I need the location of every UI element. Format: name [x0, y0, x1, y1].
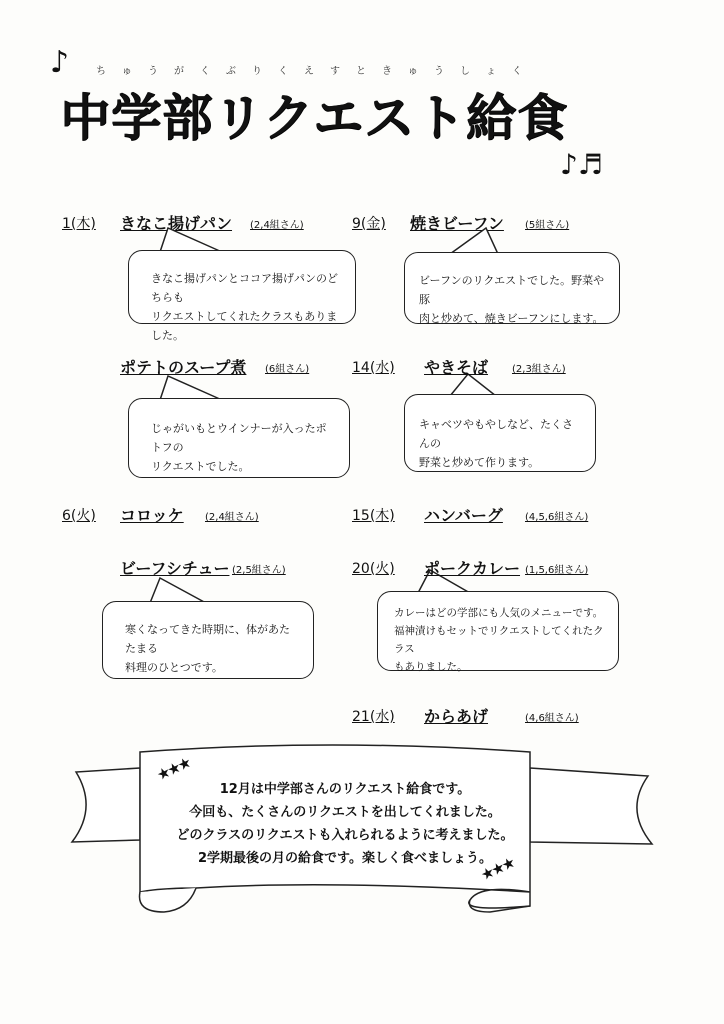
description-line: じゃがいもとウインナーが入ったポトフの [151, 422, 327, 454]
entry-dish: ビーフシチュー [120, 559, 230, 578]
entry-date: 6(火) [62, 508, 96, 524]
entry-class: (5組さん) [525, 220, 570, 231]
description-line: 野菜と炒めて作ります。 [419, 456, 540, 469]
description-line: 肉と炒めて、焼きビーフンにします。 [419, 312, 604, 325]
entry-dish: からあげ [424, 707, 489, 726]
entry-date: 21(水) [352, 709, 395, 725]
description-line: もありました。 [394, 661, 468, 673]
description-line: 寒くなってきた時期に、体があたたまる [125, 623, 290, 655]
description-line: キャベツやもやしなど、たくさんの [419, 418, 573, 450]
banner-line: 今回も、たくさんのリクエストを出してくれました。 [189, 805, 501, 820]
music-notes-icon: ♪♬ [560, 148, 603, 181]
description-line: 料理のひとつです。 [125, 661, 223, 674]
entry-dish: ポークカレー [424, 559, 521, 578]
entry-date: 20(火) [352, 561, 395, 577]
description-line: きなこ揚げパンとココア揚げパンのどちらも [151, 272, 338, 304]
entry-class: (4,6組さん) [525, 713, 579, 724]
entry-dish: きなこ揚げパン [120, 214, 233, 233]
entry-class: (6組さん) [265, 364, 310, 375]
music-note-icon: ♪ [50, 45, 70, 80]
entry-class: (2,4組さん) [250, 220, 304, 231]
entry-class: (2,3組さん) [512, 364, 566, 375]
description-line: カレーはどの学部にも人気のメニューです。 [394, 607, 604, 619]
entry-dish: 焼きビーフン [410, 214, 504, 233]
description-line: リクエストしてくれたクラスもありました。 [151, 310, 338, 342]
entry-date: 1(木) [62, 216, 96, 232]
entry-dish: ハンバーグ [424, 506, 503, 525]
star-icon: ★★★ [477, 853, 517, 885]
entry-class: (2,4組さん) [205, 512, 259, 523]
description-line: ビーフンのリクエストでした。野菜や豚 [419, 274, 605, 306]
banner-line: 12月は中学部さんのリクエスト給食です。 [219, 782, 471, 797]
entry-date: 14(水) [352, 360, 395, 376]
entry-date: 15(木) [352, 508, 395, 524]
entry-date: 9(金) [352, 216, 386, 232]
banner-line: どのクラスのリクエストも入れられるように考えました。 [176, 828, 514, 843]
entry-dish: ポテトのスープ煮 [120, 358, 247, 377]
entry-dish: コロッケ [120, 506, 184, 525]
entry-class: (1,5,6組さん) [525, 565, 589, 576]
banner-line: 2学期最後の月の給食です。楽しく食べましょう。 [197, 851, 492, 866]
title-ruby: ちゅうがくぶりくえすときゅうしょく [96, 66, 538, 77]
entry-class: (4,5,6組さん) [525, 512, 589, 523]
star-icon: ★★★ [153, 753, 193, 785]
page-title: 中学部リクエスト給食 [60, 89, 568, 147]
entry-class: (2,5組さん) [232, 565, 286, 576]
entry-dish: やきそば [424, 358, 489, 377]
description-line: リクエストでした。 [151, 460, 250, 473]
banner-message [150, 778, 540, 870]
description-line: 福神漬けもセットでリクエストしてくれたクラス [394, 625, 604, 655]
